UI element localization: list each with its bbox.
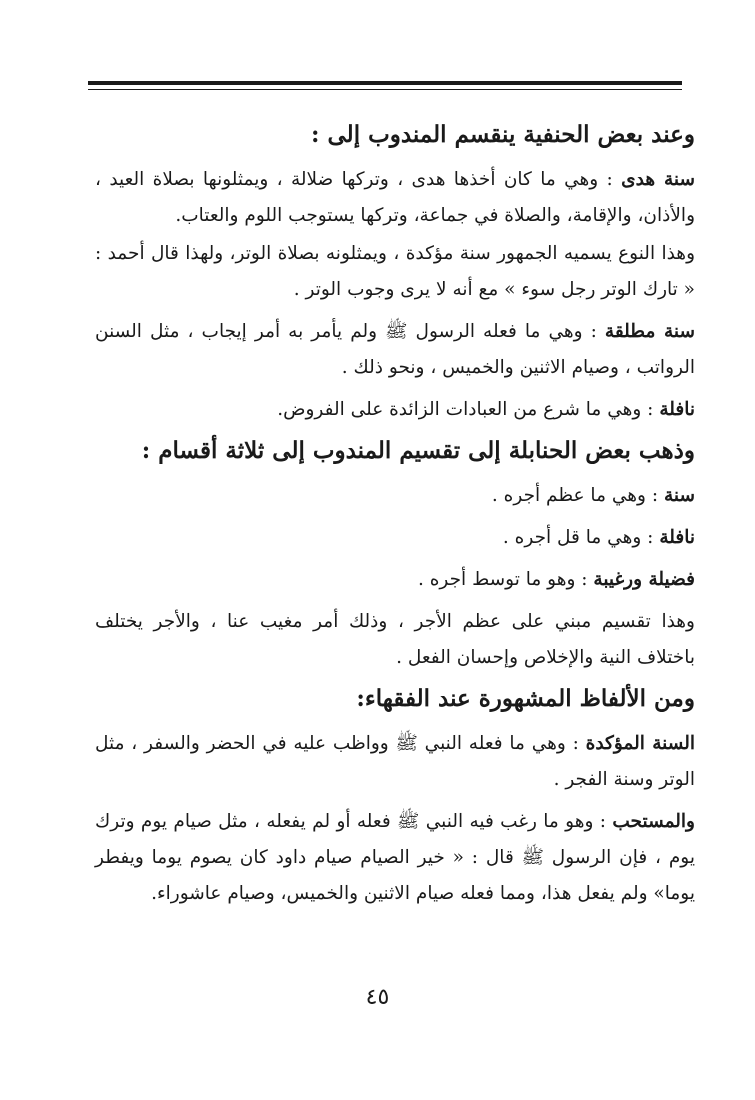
paragraph-fadila — [95, 562, 695, 598]
term-mustahabb: والمستحب — [612, 811, 695, 832]
paragraph-sunna-mutlaqa — [95, 314, 695, 386]
heading-hanabila-division: وذهب بعض الحنابلة إلى تقسيم المندوب إلى ثلاثة أقسام : — [141, 437, 695, 464]
definition-mustahabb: : وهو ما رغب فيه النبي ﷺ فعله أو لم يفعله ، مثل صيام يوم وترك يوم ، فإن الرسول ﷺ قال : « خير الصيام صيام داود كان يصوم يوما ويفطر يوما» ولم يفعل هذا، ومما فعله صيام الاثنين والخميس، وصيام عاشوراء. — [95, 811, 695, 904]
paragraph-sunna-huda — [95, 162, 695, 234]
term-muakkada: السنة المؤكدة — [585, 733, 696, 754]
page-number: ٤٥ — [365, 985, 390, 1010]
paragraph-mustahabb — [95, 804, 695, 912]
paragraph-nafila-1 — [95, 392, 695, 428]
header-rule-thin — [88, 89, 682, 90]
term-nafila-1: نافلة — [659, 399, 695, 420]
header-rule-thick — [88, 81, 682, 85]
term-sunna-mutlaqa: سنة مطلقة — [604, 321, 695, 342]
paragraph-reward-note: وهذا تقسيم مبني على عظم الأجر ، وذلك أمر مغيب عنا ، والأجر يختلف باختلاف النية والإخلاص وإحسان الفعل . — [95, 611, 695, 668]
definition-nafila-2: : وهي ما قل أجره . — [502, 527, 654, 548]
term-sunna-huda: سنة هدى — [621, 169, 696, 190]
heading-famous-terms: ومن الألفاظ المشهورة عند الفقهاء: — [356, 685, 695, 712]
paragraph-sunna-2 — [95, 478, 695, 514]
heading-hanafi-division: وعند بعض الحنفية ينقسم المندوب إلى : — [311, 121, 695, 148]
paragraph-witr-note: وهذا النوع يسميه الجمهور سنة مؤكدة ، ويمثلونه بصلاة الوتر، ولهذا قال أحمد : « تارك الوتر رجل سوء » مع أنه لا يرى وجوب الوتر . — [95, 243, 695, 300]
definition-muakkada: : وهي ما فعله النبي ﷺ وواظب عليه في الحضر والسفر ، مثل الوتر وسنة الفجر . — [95, 733, 695, 790]
definition-sunna-2: : وهي ما عظم أجره . — [491, 485, 659, 506]
paragraph-muakkada — [95, 726, 695, 798]
term-nafila-2: نافلة — [659, 527, 695, 548]
definition-nafila-1: : وهي ما شرع من العبادات الزائدة على الفروض. — [277, 399, 654, 420]
definition-fadila: : وهو ما توسط أجره . — [417, 569, 588, 590]
term-sunna-2: سنة — [663, 485, 695, 506]
definition-sunna-mutlaqa: : وهي ما فعله الرسول ﷺ ولم يأمر به أمر إيجاب ، مثل السنن الرواتب ، وصيام الاثنين والخميس ، ونحو ذلك . — [95, 321, 695, 378]
definition-sunna-huda: : وهي ما كان أخذها هدى ، وتركها ضلالة ، ويمثلونها بصلاة العيد ، والأذان، والإقامة، والصلاة في جماعة، وتركها يستوجب اللوم والعتاب. — [95, 169, 695, 226]
page-body — [95, 118, 695, 918]
paragraph-nafila-2 — [95, 520, 695, 556]
term-fadila: فضيلة ورغيبة — [593, 569, 695, 590]
